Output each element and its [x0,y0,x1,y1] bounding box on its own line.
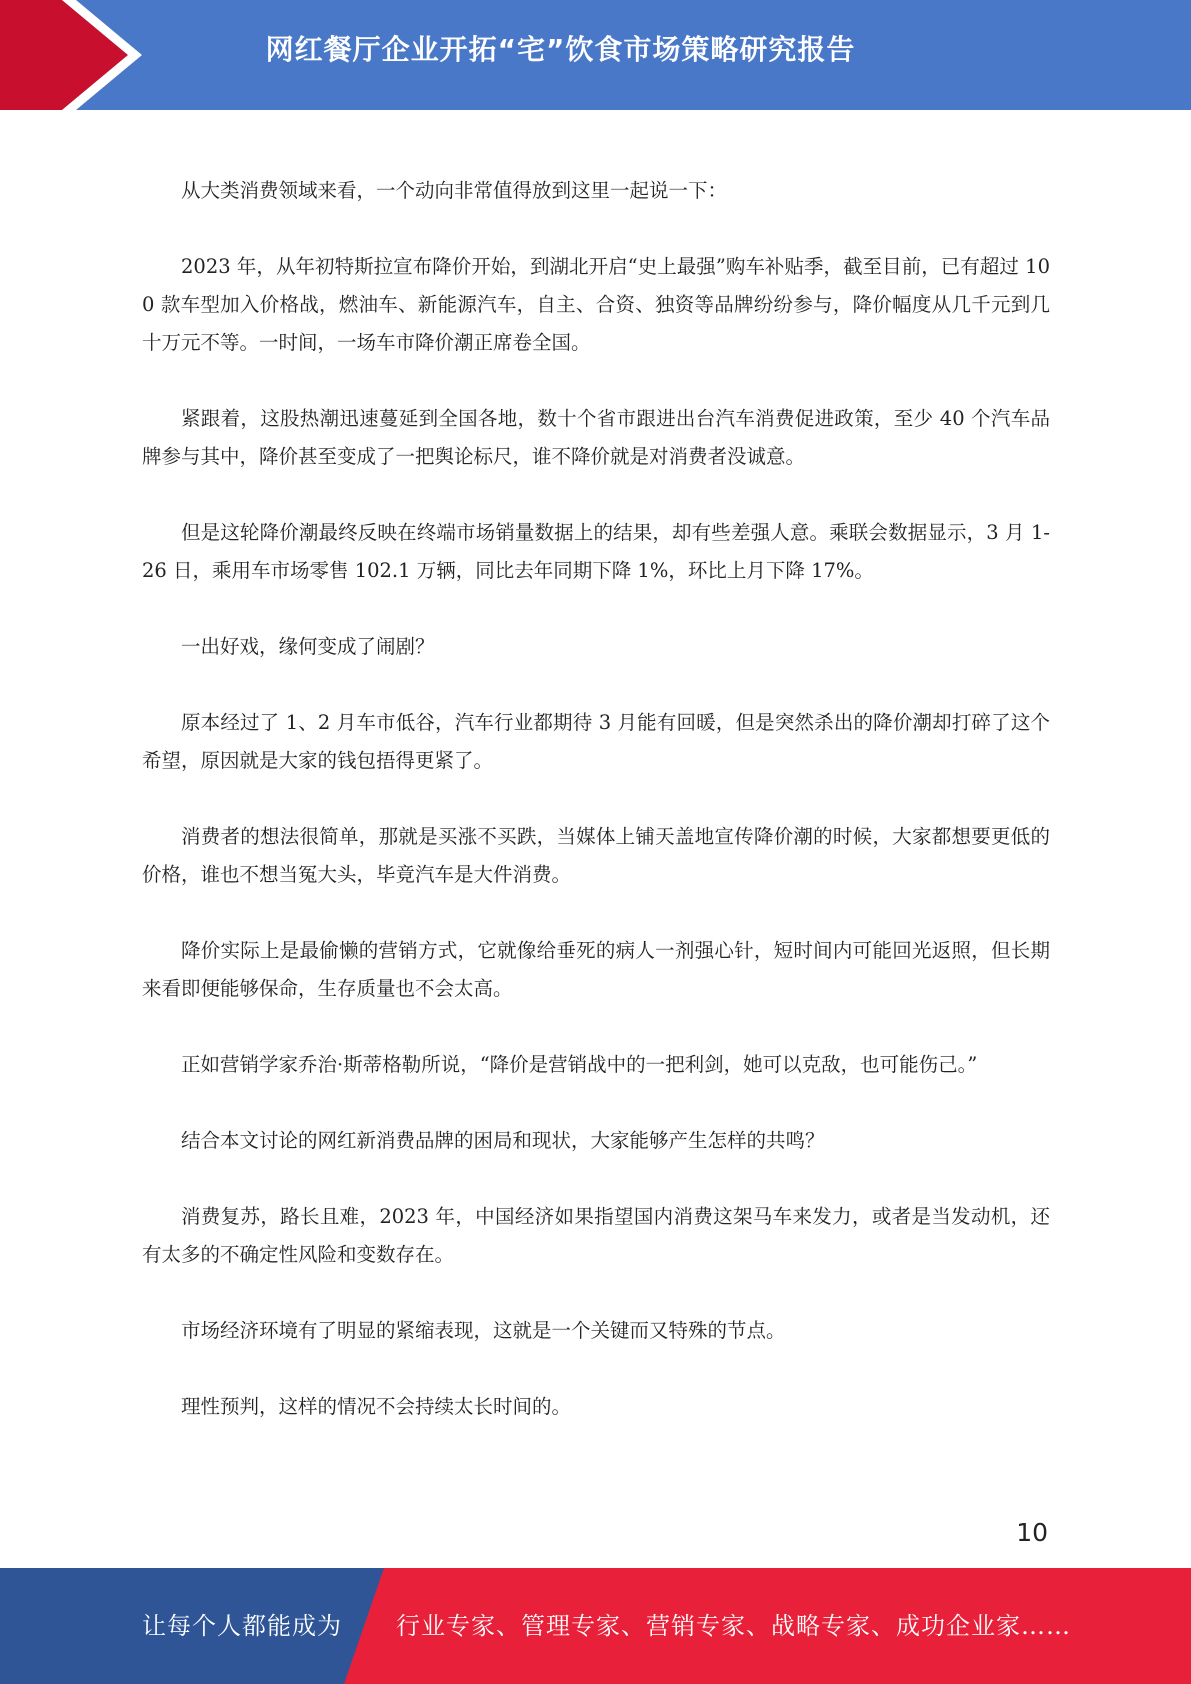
document-body [142,172,1050,1464]
page-footer [0,1568,1191,1684]
page-header [0,0,1191,110]
paragraph: 理性预判，这样的情况不会持续太长时间的。 [181,1395,572,1418]
paragraph: 市场经济环境有了明显的紧缩表现，这就是一个关键而又特殊的节点。 [181,1319,786,1342]
footer-slogan-right: 行业专家、管理专家、营销专家、战略专家、成功企业家…… [396,1612,1071,1640]
paragraph: 消费复苏，路长且难，2023 年，中国经济如果指望国内消费这架马车来发力，或者是当发动机，还有太多的不确定性风险和变数存在。 [142,1205,1050,1266]
footer-slogan-left: 让每个人都能成为 [142,1612,342,1640]
paragraph: 从大类消费领域来看，一个动向非常值得放到这里一起说一下： [181,179,728,202]
paragraph: 降价实际上是最偷懒的营销方式，它就像给垂死的病人一剂强心针，短时间内可能回光返照，但长期来看即便能够保命，生存质量也不会太高。 [142,939,1050,1000]
paragraph: 原本经过了 1、2 月车市低谷，汽车行业都期待 3 月能有回暖，但是突然杀出的降价潮却打碎了这个希望，原因就是大家的钱包捂得更紧了。 [142,711,1050,772]
paragraph: 一出好戏，缘何变成了闹剧？ [181,635,435,658]
paragraph: 2023 年，从年初特斯拉宣布降价开始，到湖北开启“史上最强”购车补贴季，截至目前，已有超过 100 款车型加入价格战，燃油车、新能源汽车，自主、合资、独资等品牌纷纷参与，降价幅度从几千元到几十万元不等。一时间，一场车市降价潮正席卷全国。 [142,255,1050,354]
paragraph: 正如营销学家乔治·斯蒂格勒所说，“降价是营销战中的一把利剑，她可以克敌，也可能伤己。” [181,1053,978,1076]
paragraph: 结合本文讨论的网红新消费品牌的困局和现状，大家能够产生怎样的共鸣？ [181,1129,825,1152]
report-title: 网红餐厅企业开拓“宅”饮食市场策略研究报告 [265,33,856,66]
header-red-arrow-icon [0,0,150,110]
page-number: 10 [1016,1518,1048,1547]
paragraph: 但是这轮降价潮最终反映在终端市场销量数据上的结果，却有些差强人意。乘联会数据显示，3 月 1-26 日，乘用车市场零售 102.1 万辆，同比去年同期下降 1%，环比上月下降 17%。 [142,521,1050,582]
paragraph: 消费者的想法很简单，那就是买涨不买跌，当媒体上铺天盖地宣传降价潮的时候，大家都想要更低的价格，谁也不想当冤大头，毕竟汽车是大件消费。 [142,825,1050,886]
paragraph: 紧跟着，这股热潮迅速蔓延到全国各地，数十个省市跟进出台汽车消费促进政策，至少 40 个汽车品牌参与其中，降价甚至变成了一把舆论标尺，谁不降价就是对消费者没诚意。 [142,407,1050,468]
